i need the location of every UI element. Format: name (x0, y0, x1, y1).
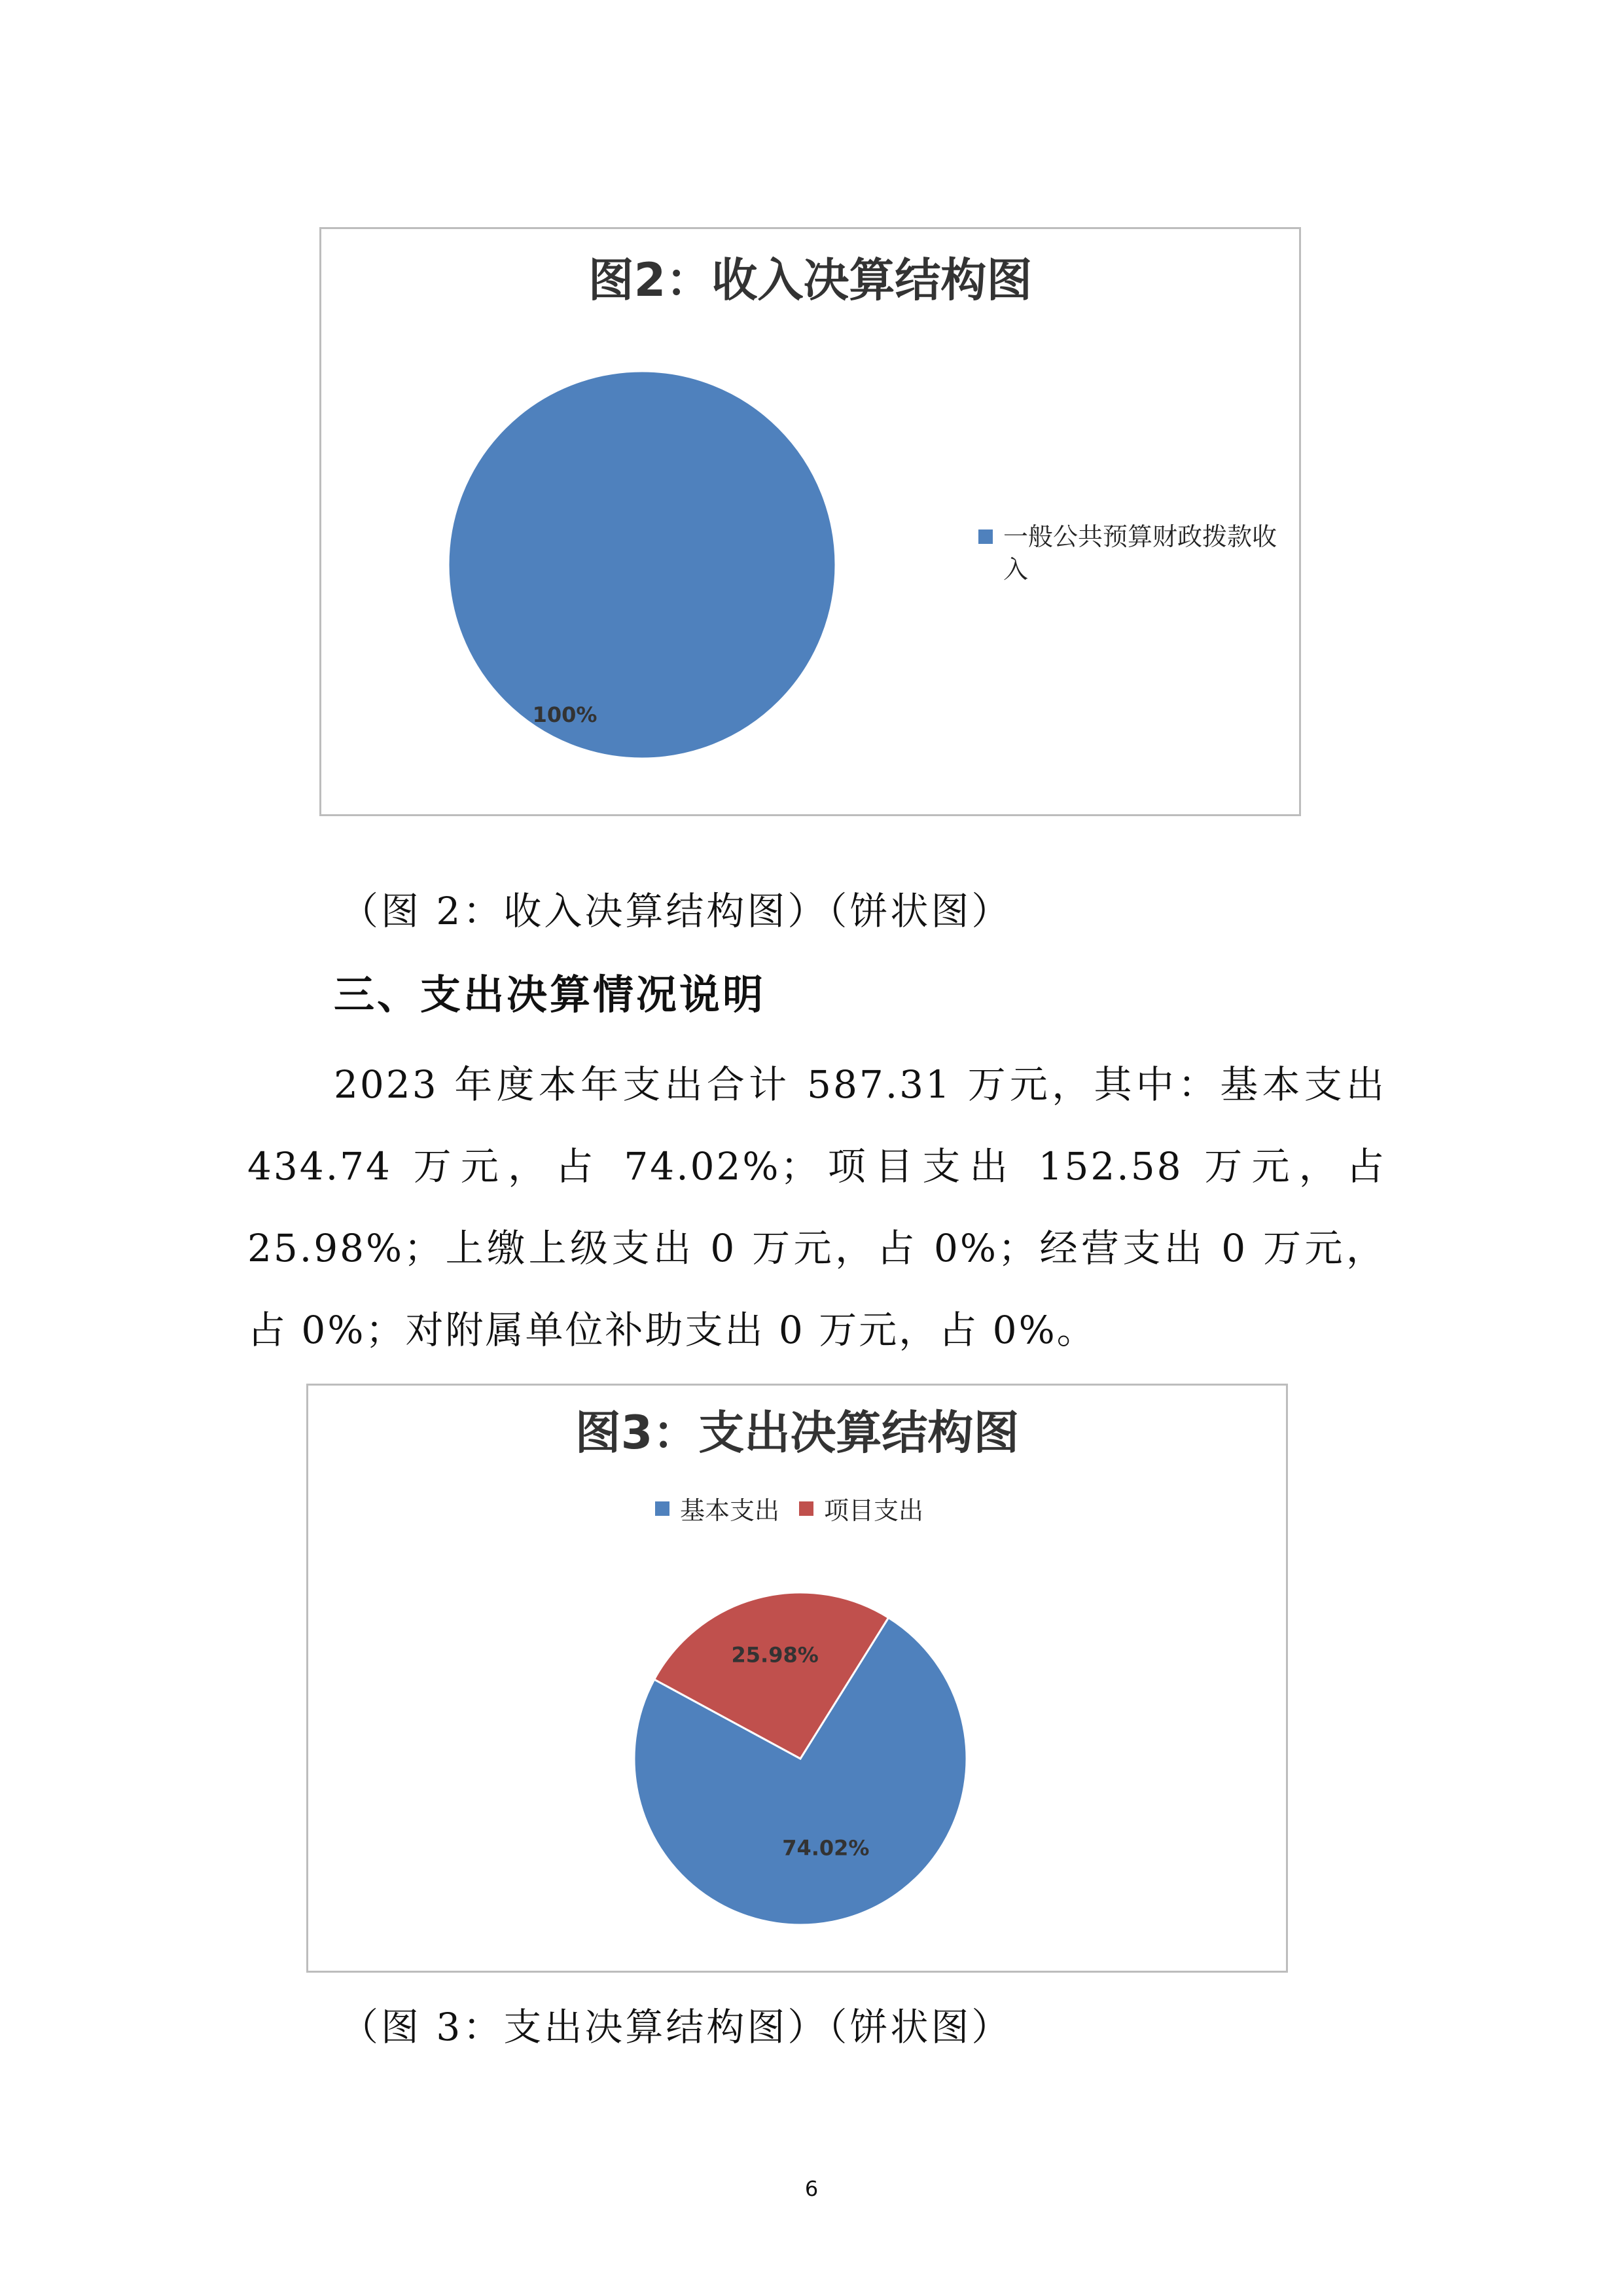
figure3-chart (306, 1384, 1288, 1973)
figure2-caption: （图 2：收入决算结构图）（饼状图） (340, 889, 1012, 933)
pie-data-label: 25.98% (731, 1642, 819, 1668)
figure2-chart (319, 227, 1301, 816)
section-paragraph: 2023 年度本年支出合计 587.31 万元，其中：基本支出 434.74 万元，占 74.02%；项目支出 152.58 万元，占 25.98%；上缴上级支出 0 万元，占 0%；经营支出 0 万元，占 0%；对附属单位补助支出 0 万元，占 0%。 (247, 1062, 1386, 1352)
pie-data-label: 100% (532, 702, 597, 727)
pie-slice-1 (448, 371, 836, 759)
figure2-legend-item (978, 520, 1279, 586)
figure2-title: 图2：收入决算结构图 (588, 253, 1033, 307)
figure3-pie (308, 1386, 1286, 1971)
figure2-legend (978, 520, 1279, 586)
pie-data-label: 74.02% (782, 1835, 870, 1861)
figure3-title: 图3：支出决算结构图 (575, 1406, 1020, 1460)
page-number: 6 (804, 2176, 819, 2201)
section-heading: 三、支出决算情况说明 (334, 971, 766, 1018)
figure3-caption: （图 3：支出决算结构图）（饼状图） (340, 2005, 1012, 2049)
figure3-legend-label: 基本支出 (680, 1496, 780, 1525)
figure2-legend-label: 一般公共预算财政拨款收入 (1003, 522, 1277, 584)
figure3-legend-label: 项目支出 (824, 1496, 924, 1525)
legend-swatch-icon (978, 529, 993, 544)
